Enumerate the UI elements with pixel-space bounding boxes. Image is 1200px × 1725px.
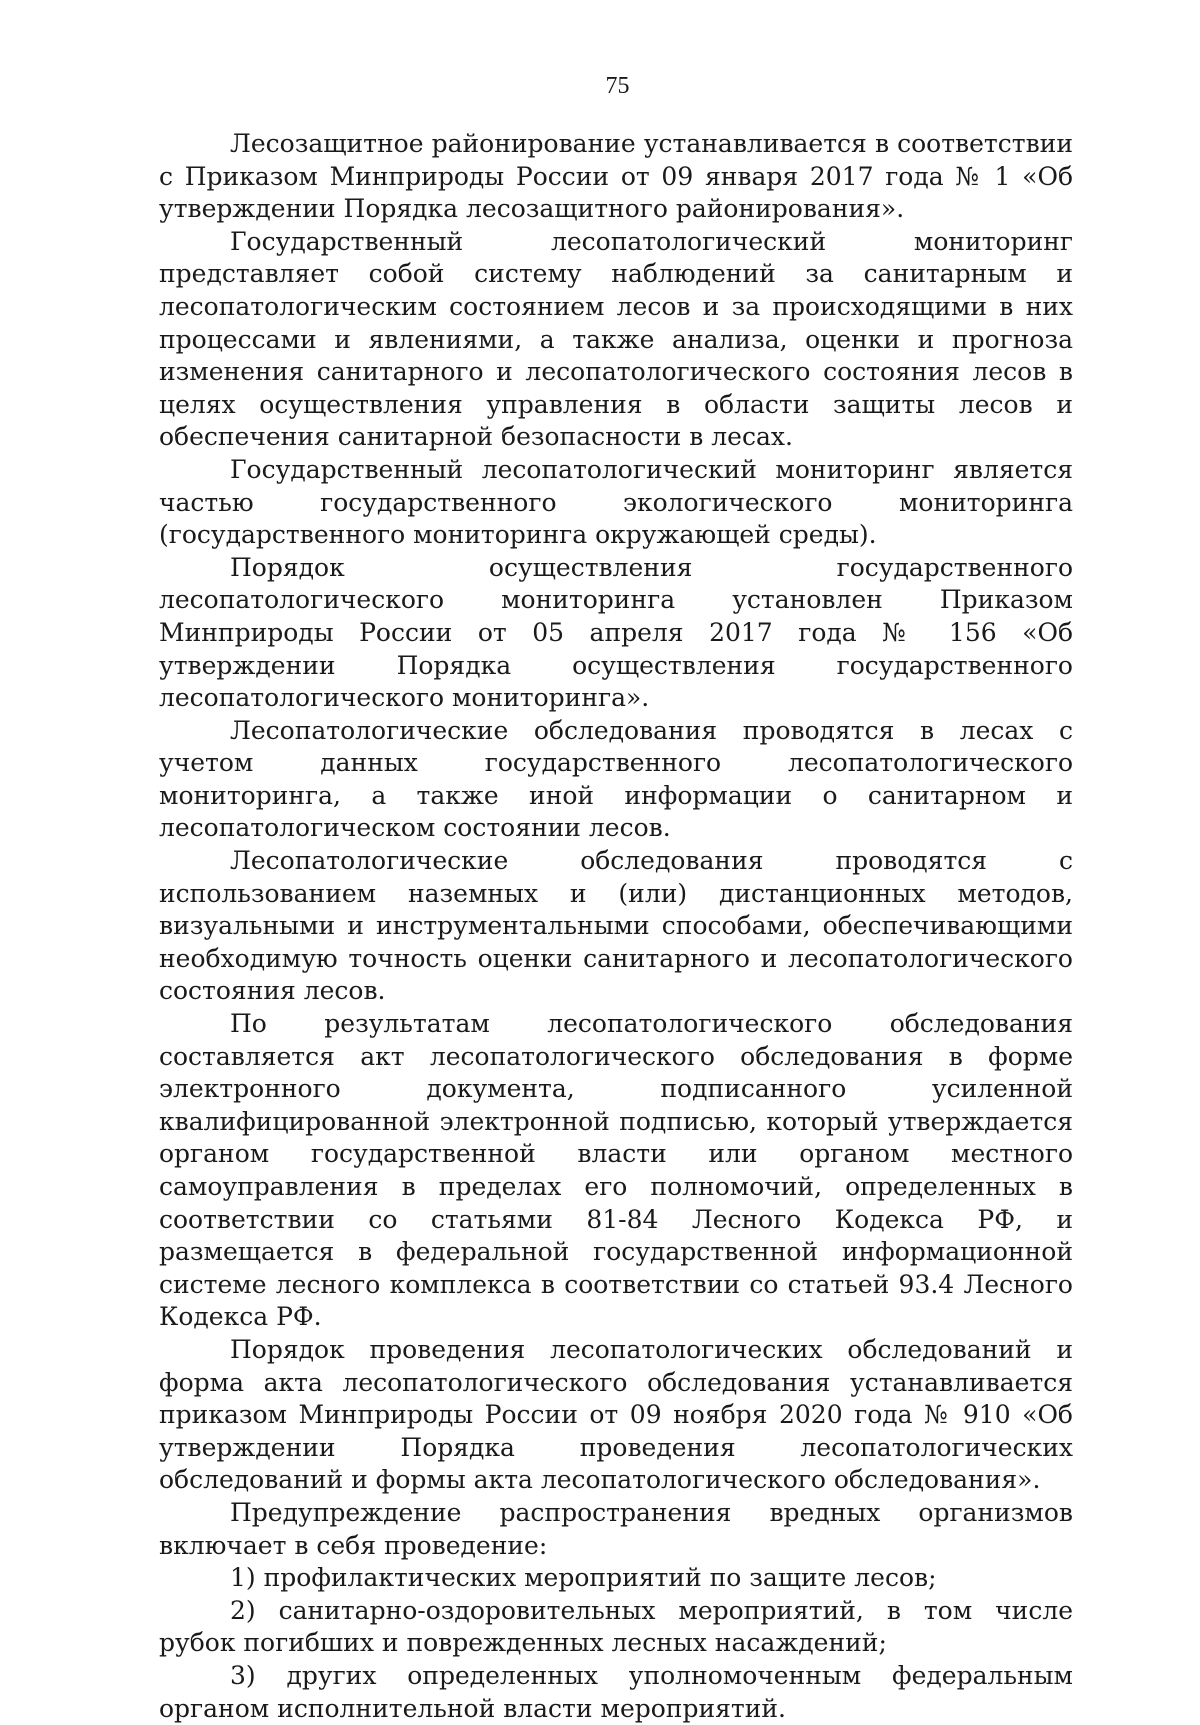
list-item: 1) профилактических мероприятий по защите лесов;: [230, 1563, 937, 1593]
paragraph: Государственный лесопатологический мониторинг является частью государственного экологического мониторинга (государственного мониторинга окружающей среды).: [159, 454, 1073, 550]
paragraph: Порядок проведения лесопатологических обследований и форма акта лесопатологического обследования устанавливается приказом Минприроды России от 09 ноября 2020 года № 910 «Об утверждении Порядка проведения лесопатологических обследований и формы акта лесопатологического обследования».: [159, 1334, 1073, 1495]
paragraph: Предупреждение распространения вредных организмов включает в себя проведение:: [159, 1497, 1073, 1560]
paragraph: Порядок осуществления государственного лесопатологического мониторинга установлен Приказом Минприроды России от 05 апреля 2017 года № 156 «Об утверждении Порядка осуществления государственного лесопатологического мониторинга».: [159, 552, 1073, 713]
list-item: 2) санитарно-оздоровительных мероприятий, в том числе рубок погибших и поврежденных лесных насаждений;: [159, 1595, 1073, 1658]
paragraph: Лесопатологические обследования проводятся с использованием наземных и (или) дистанционных методов, визуальными и инструментальными способами, обеспечивающими необходимую точность оценки санитарного и лесопатологического состояния лесов.: [159, 846, 1073, 1006]
paragraph: По результатам лесопатологического обследования составляется акт лесопатологического обследования в форме электронного документа, подписанного усиленной квалифицированной электронной подписью, который утверждается органом государственной власти или органом местного самоуправления в пределах его полномочий, определенных в соответствии со статьями 81-84 Лесного Кодекса РФ, и размещается в федеральной государственной информационной системе лесного комплекса в соответствии со статьей 93.4 Лесного Кодекса РФ.: [159, 1009, 1073, 1332]
page-number: 75: [605, 73, 630, 99]
paragraph: Государственный лесопатологический мониторинг представляет собой систему наблюдений за санитарным и лесопатологическим состоянием лесов и за происходящими в них процессами и явлениями, а также анализа, оценки и прогноза изменения санитарного и лесопатологического состояния лесов в целях осуществления управления в области защиты лесов и обеспечения санитарной безопасности в лесах.: [159, 226, 1073, 452]
list-item: 3) других определенных уполномоченным федеральным органом исполнительной власти мероприятий.: [159, 1660, 1073, 1723]
paragraph: Лесопатологические обследования проводятся в лесах с учетом данных государственного лесопатологического мониторинга, а также иной информации о санитарном и лесопатологическом состоянии лесов.: [159, 715, 1073, 843]
document-body: [159, 128, 1073, 1725]
paragraph: Лесозащитное районирование устанавливается в соответствии с Приказом Минприроды России от 09 января 2017 года № 1 «Об утверждении Порядка лесозащитного районирования».: [159, 129, 1073, 224]
